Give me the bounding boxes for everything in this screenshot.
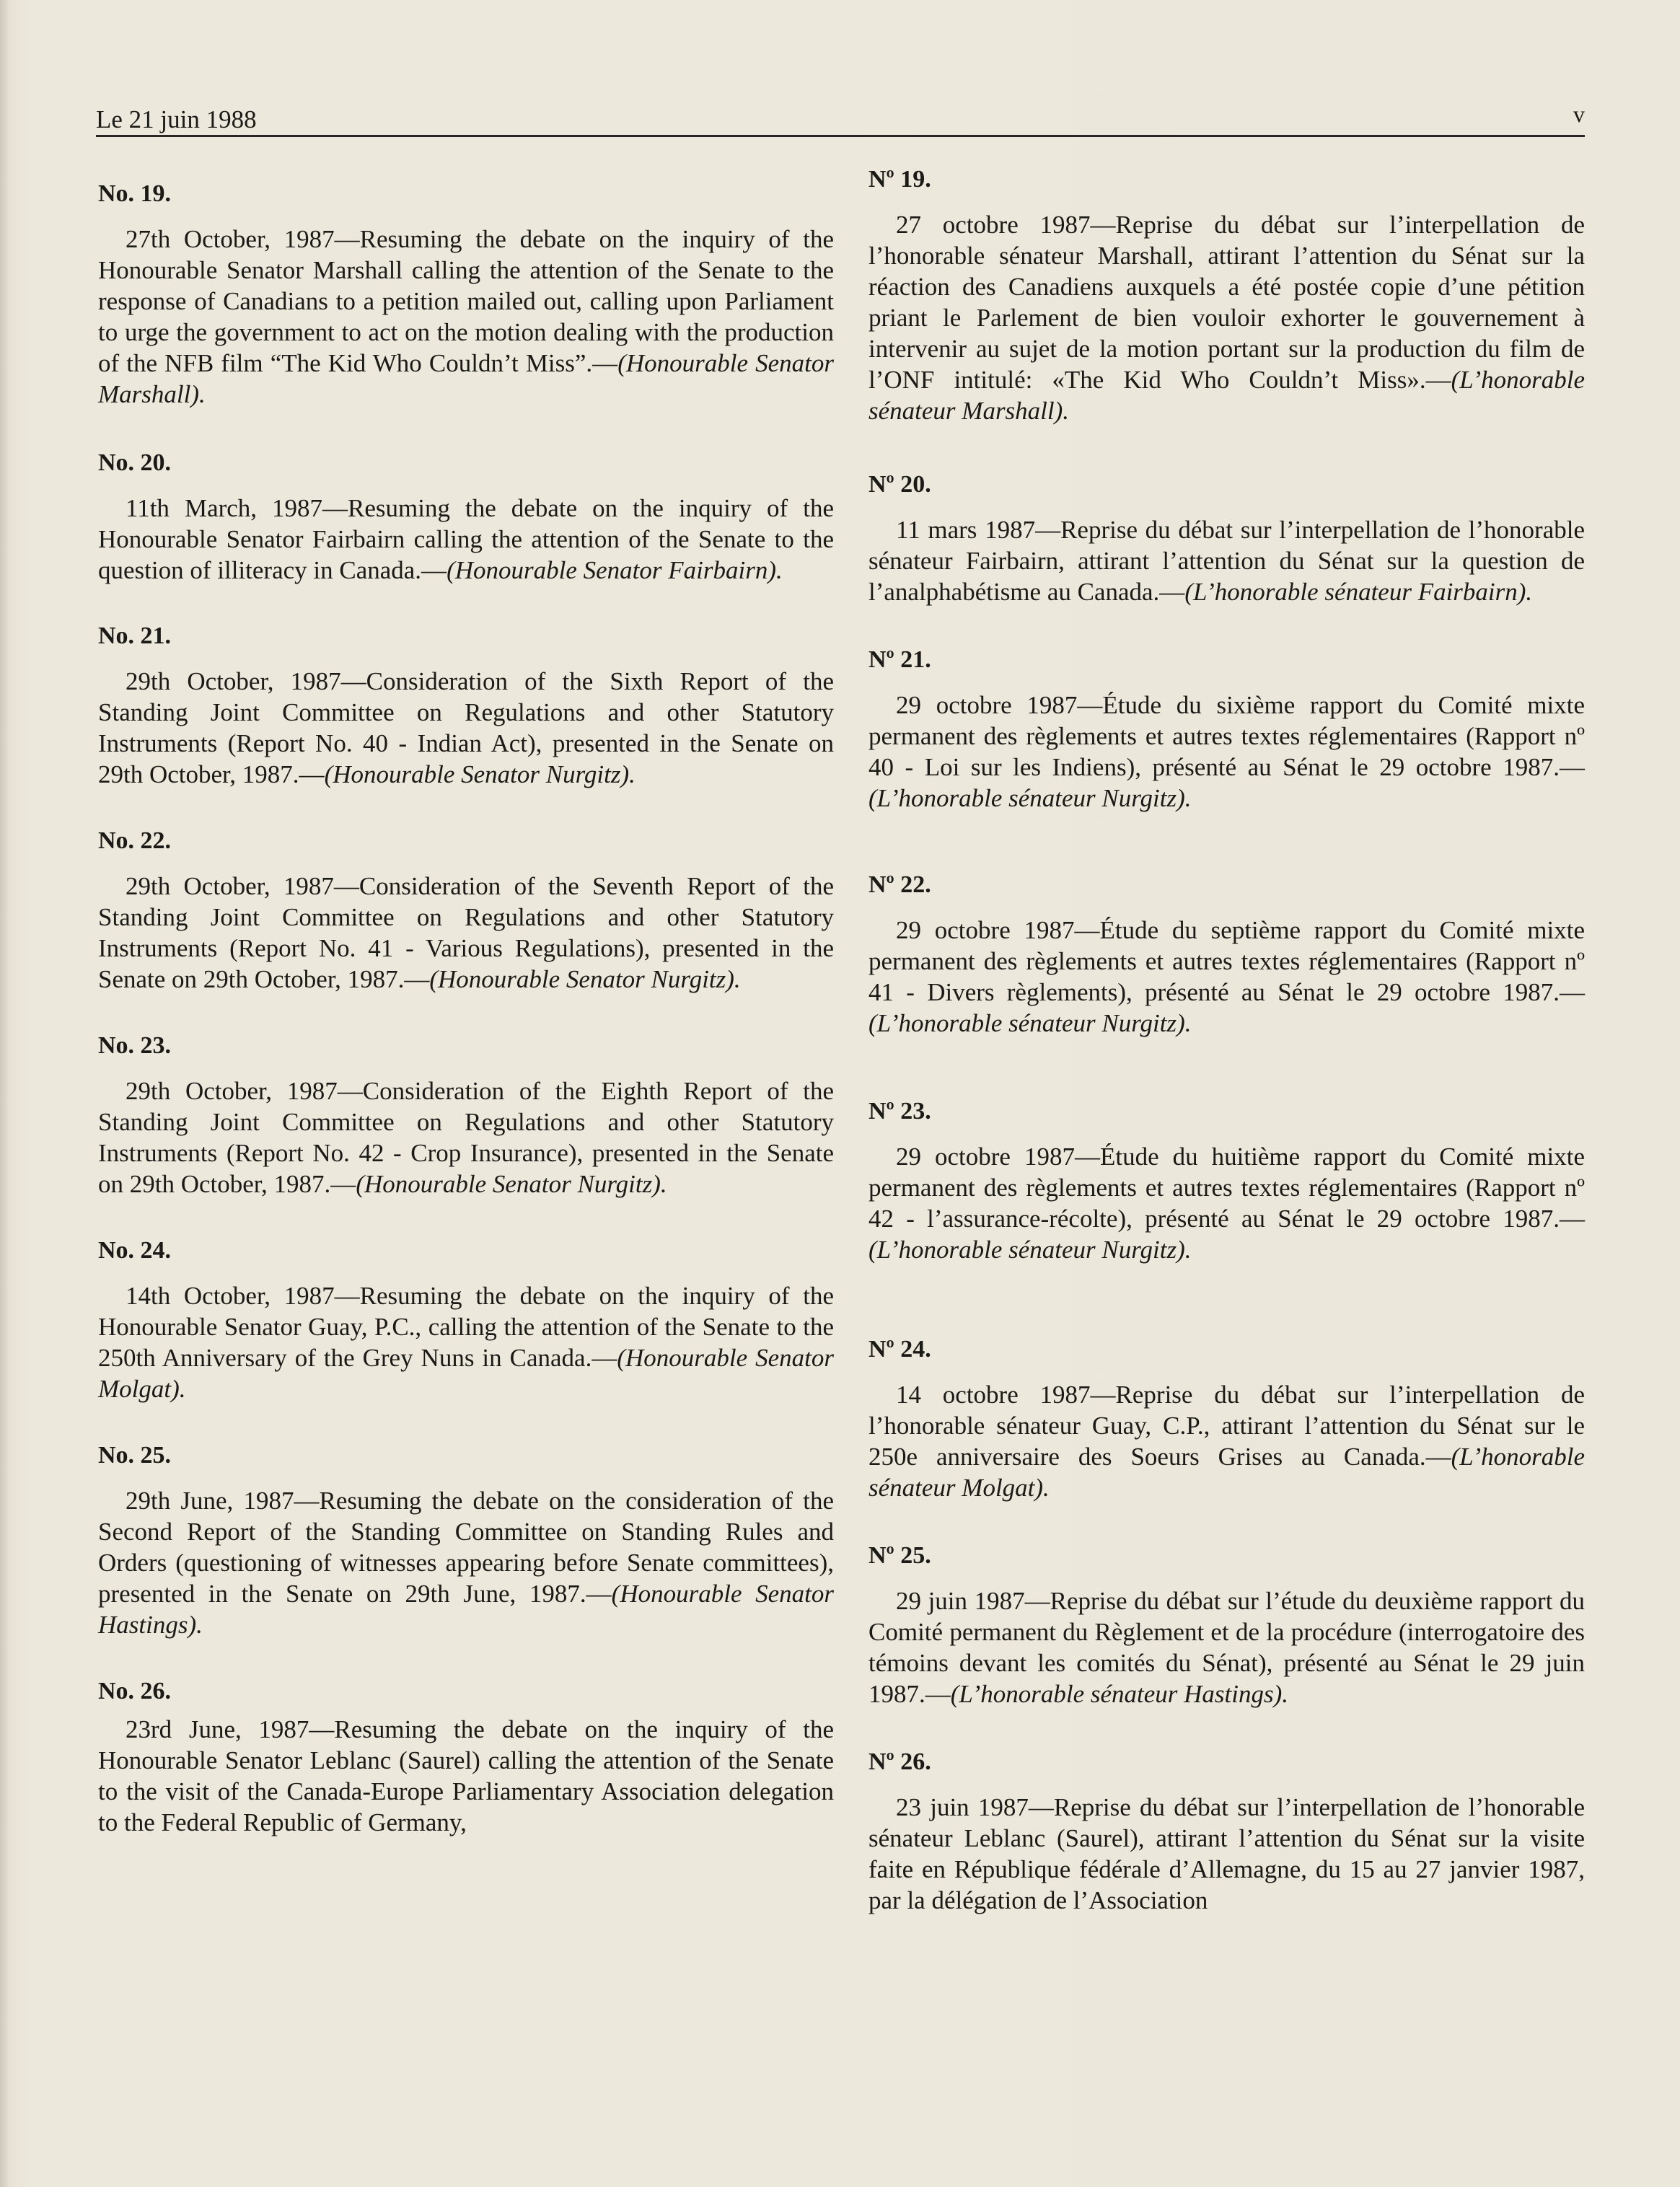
entry-number: No. 22. [98,827,172,854]
entry-text: 14 octobre 1987—Reprise du débat sur l’interpellation de l’honorable sénateur Guay, C.P., attirant l’attention du Sénat sur le 250e anniversaire des Soeurs Grises au Canada.—(L’honorable sénateur Molgat). [868,1381,1585,1502]
entry-text: 29 octobre 1987—Étude du sixième rapport du Comité mixte permanent des règlements et autres textes réglementaires (Rapport nº 40 - Loi sur les Indiens), présenté au Sénat le 29 octobre 1987.—(L’honorable sénateur Nurgitz). [868,691,1585,812]
entry-number: No. 20. [98,449,172,476]
entry-text: 11 mars 1987—Reprise du débat sur l’interpellation de l’honorable sénateur Fairbairn, attirant l’attention du Sénat sur la question de l’analphabétisme au Canada.—(L’honorable sénateur Fairbairn). [868,516,1585,606]
entry-sponsor: (Honourable Senator Hastings). [98,1580,834,1639]
page-number: v [1573,101,1585,127]
entry-sponsor: (Honourable Senator Nurgitz). [324,760,636,788]
order-entry-en-19 [98,179,834,410]
order-entry-fr-25 [868,1541,1585,1709]
entry-text: 29th October, 1987—Consideration of the Seventh Report of the Standing Joint Committee on Regulations and other Statutory Instruments (Report No. 41 - Various Regulations), presented in the Senate on 29th October, 1987.—(Honourable Senator Nurgitz). [98,872,834,993]
entry-text: 29 juin 1987—Reprise du débat sur l’étude du deuxième rapport du Comité permanent du Règlement et de la procédure (interrogatoire des témoins devant les comités du Sénat), présenté au Sénat le 29 juin 1987.—(L’honorable sénateur Hastings). [868,1587,1585,1708]
entry-number: Nº 20. [868,471,931,498]
entry-number: Nº 19. [868,166,931,193]
entry-number: Nº 22. [868,871,931,898]
entry-sponsor: (L’honorable sénateur Marshall). [868,366,1585,425]
entry-sponsor: (L’honorable sénateur Nurgitz). [868,1236,1192,1264]
entry-text: 11th March, 1987—Resuming the debate on the inquiry of the Honourable Senator Fairbairn calling the attention of the Senate to the question of illiteracy in Canada.—(Honourable Senator Fairbairn). [98,494,834,584]
entry-number: Nº 24. [868,1336,931,1363]
order-entry-fr-19 [868,164,1585,426]
entry-text: 29th October, 1987—Consideration of the Eighth Report of the Standing Joint Committee on Regulations and other Statutory Instruments (Report No. 42 - Crop Insurance), presented in the Senate on 29th October, 1987.—(Honourable Senator Nurgitz). [98,1077,834,1198]
entry-number: Nº 25. [868,1542,931,1569]
entry-sponsor: (Honourable Senator Molgat). [98,1344,834,1403]
order-entry-fr-22 [868,870,1585,1039]
page-header [96,101,1585,137]
order-entry-fr-24 [868,1334,1585,1503]
order-entry-fr-23 [868,1096,1585,1265]
entry-sponsor: (Honourable Senator Marshall). [98,349,834,408]
entry-text: 23 juin 1987—Reprise du débat sur l’interpellation de l’honorable sénateur Leblanc (Saurel), attirant l’attention du Sénat sur la visite faite en République fédérale d’Allemagne, du 15 au 27 janvier 1987, par la délégation de l’Association [868,1793,1585,1914]
entry-sponsor: (L’honorable sénateur Nurgitz). [868,784,1192,812]
french-column [868,164,1585,1916]
entry-sponsor: (Honourable Senator Nurgitz). [429,965,741,993]
entry-number: No. 26. [98,1678,172,1704]
entry-number: No. 19. [98,180,172,207]
order-entry-en-23 [98,1031,834,1200]
entry-text: 23rd June, 1987—Resuming the debate on the inquiry of the Honourable Senator Leblanc (Saurel) calling the attention of the Senate to the visit of the Canada-Europe Parliamentary Association delegation to the Federal Republic of Germany, [98,1715,834,1836]
entry-sponsor: (L’honorable sénateur Fairbairn). [1184,578,1533,606]
order-entry-en-25 [98,1440,834,1640]
entry-text: 29th October, 1987—Consideration of the Sixth Report of the Standing Joint Committee on Regulations and other Statutory Instruments (Report No. 40 - Indian Act), presented in the Senate on 29th October, 1987.—(Honourable Senator Nurgitz). [98,667,834,788]
entry-sponsor: (L’honorable sénateur Molgat). [868,1443,1585,1502]
order-entry-en-22 [98,826,834,995]
entry-number: No. 23. [98,1032,172,1059]
entry-sponsor: (L’honorable sénateur Hastings). [950,1680,1289,1708]
entry-number: No. 25. [98,1442,172,1469]
entry-sponsor: (Honourable Senator Nurgitz). [356,1170,667,1198]
entry-number: No. 21. [98,622,172,649]
entry-number: No. 24. [98,1237,172,1264]
entry-text: 14th October, 1987—Resuming the debate on the inquiry of the Honourable Senator Guay, P.C., calling the attention of the Senate to the 250th Anniversary of the Grey Nuns in Canada.—(Honourable Senator Molgat). [98,1282,834,1403]
entry-text: 29 octobre 1987—Étude du huitième rapport du Comité mixte permanent des règlements et autres textes réglementaires (Rapport nº 42 - l’assurance-récolte), présenté au Sénat le 29 octobre 1987.—(L’honorable sénateur Nurgitz). [868,1143,1585,1264]
english-column [98,164,834,1838]
header-rule [96,135,1585,137]
order-entry-en-24 [98,1236,834,1404]
order-entry-fr-20 [868,470,1585,607]
entry-sponsor: (Honourable Senator Fairbairn). [447,556,783,584]
entry-text: 27th October, 1987—Resuming the debate on the inquiry of the Honourable Senator Marshall calling the attention of the Senate to the response of Canadians to a petition mailed out, calling upon Parliament to urge the government to act on the motion dealing with the production of the NFB film “The Kid Who Couldn’t Miss”.—(Honourable Senator Marshall). [98,225,834,408]
order-entry-en-20 [98,448,834,586]
header-date: Le 21 juin 1988 [96,105,257,133]
entry-number: Nº 23. [868,1098,931,1125]
order-entry-en-21 [98,621,834,790]
entry-text: 27 octobre 1987—Reprise du débat sur l’interpellation de l’honorable sénateur Marshall, attirant l’attention du Sénat sur la réaction des Canadiens auxquels a été postée copie d’une pétition priant le Parlement de bien vouloir exhorter le gouvernement à intervenir au sujet de la motion portant sur la production du film de l’ONF intitulé: «The Kid Who Couldn’t Miss».—(L’honorable sénateur Marshall). [868,211,1585,425]
entry-text: 29 octobre 1987—Étude du septième rapport du Comité mixte permanent des règlements et autres textes réglementaires (Rapport nº 41 - Divers règlements), présenté au Sénat le 29 octobre 1987.—(L’honorable sénateur Nurgitz). [868,916,1585,1037]
entry-number: Nº 21. [868,646,931,673]
entry-sponsor: (L’honorable sénateur Nurgitz). [868,1009,1192,1037]
order-entry-fr-26 [868,1747,1585,1916]
order-entry-fr-21 [868,645,1585,814]
order-entry-en-26 [98,1676,834,1838]
entry-number: Nº 26. [868,1748,931,1775]
entry-text: 29th June, 1987—Resuming the debate on the consideration of the Second Report of the Standing Committee on Standing Rules and Orders (questioning of witnesses appearing before Senate committees), presented in the Senate on 29th June, 1987.—(Honourable Senator Hastings). [98,1487,834,1639]
